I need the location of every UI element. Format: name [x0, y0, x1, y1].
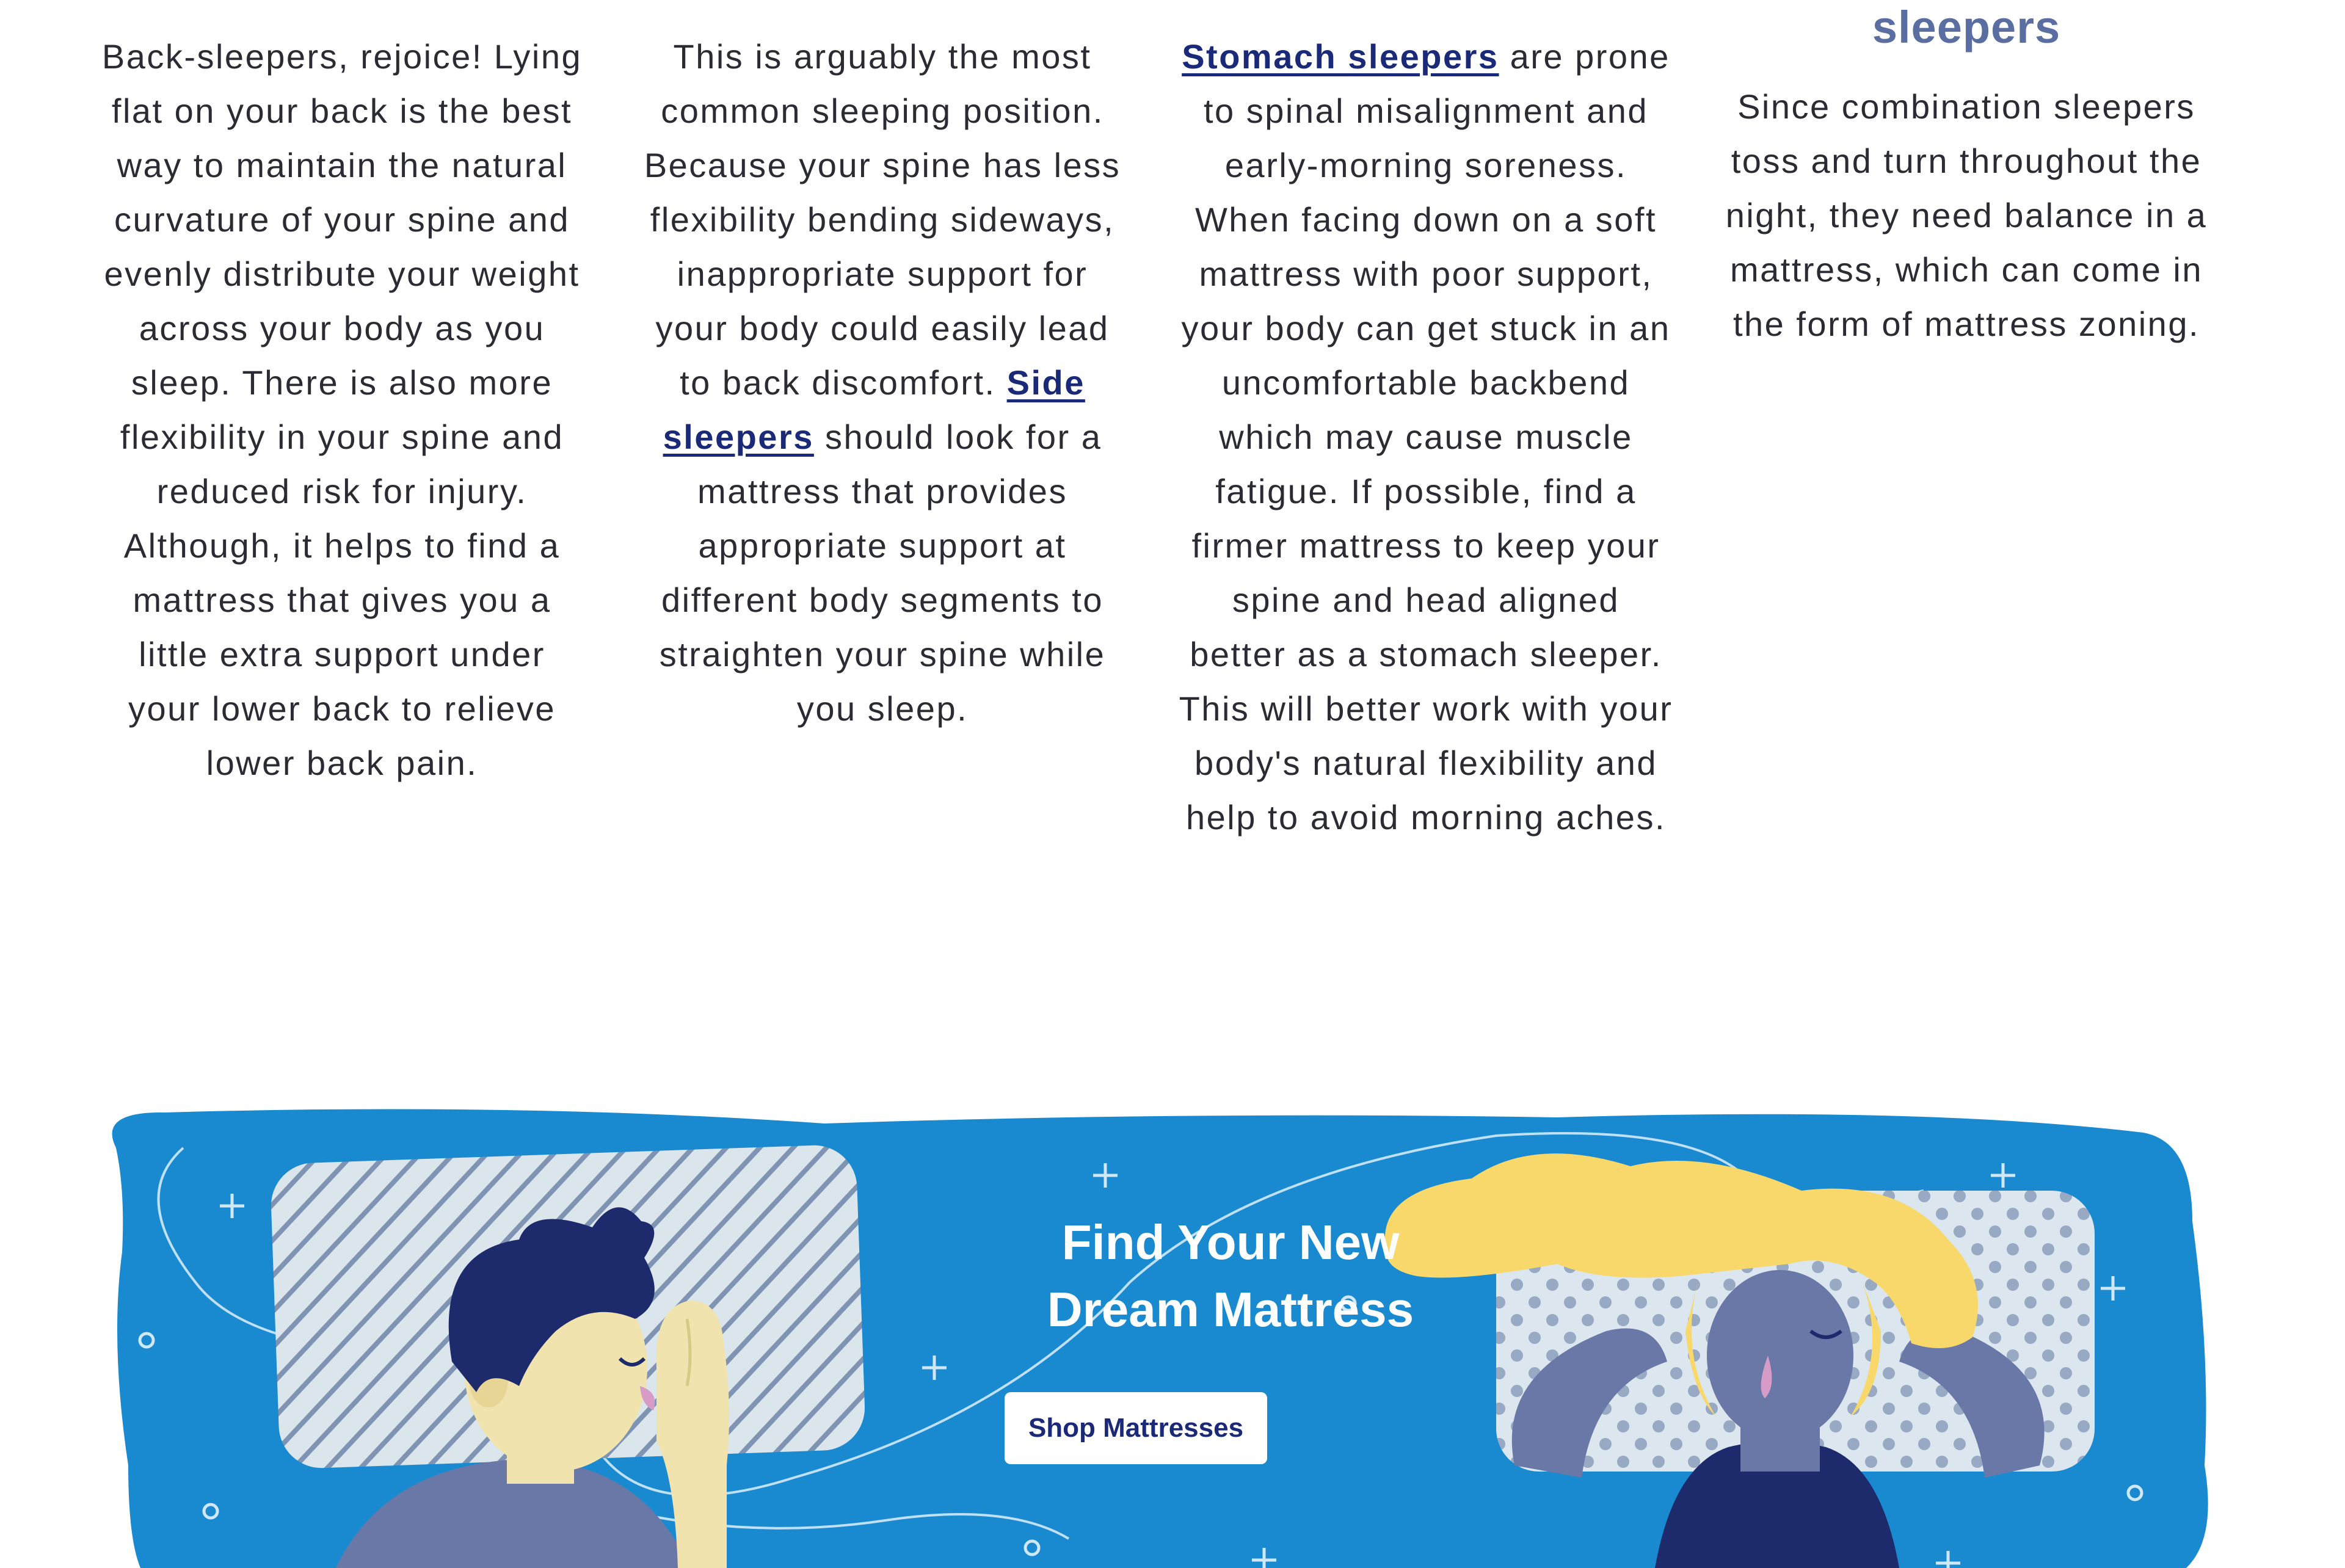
combination-sleepers-column — [1716, 0, 2217, 351]
stomach-sleepers-text — [1179, 29, 1673, 844]
stomach-sleepers-link[interactable]: Stomach sleepers — [1182, 37, 1499, 76]
back-sleepers-text: Back-sleepers, rejoice! Lying flat on your back is the best way to maintain the natural curvature of your spine and evenly distribute your weight across your body as you sleep. There is also more flexibility in your spine and reduced risk for injury. Although, it helps to find a mattress that gives you a little extra support under your lower back to relieve lower back pain. — [101, 37, 583, 782]
combination-sleepers-text: Since combination sleepers toss and turn throughout the night, they need balance in a mattress, which can come in the form of mattress zoning. — [1725, 87, 2208, 343]
side-sleepers-text-start: This is arguably the most common sleeping position. Because your spine has less flexibility bending sideways, inappropriate support for your body could easily lead to back discomfort. — [644, 37, 1121, 402]
banner-title-line-2: Dream Mattress — [1047, 1282, 1414, 1337]
stomach-sleepers-column — [1179, 29, 1673, 844]
back-sleepers-column — [98, 29, 586, 790]
side-sleepers-text — [638, 29, 1127, 736]
shop-mattresses-button[interactable]: Shop Mattresses — [1005, 1392, 1267, 1464]
side-sleepers-text-end: should look for a mattress that provides appropriate support at different body segments to straighten your spine while you sleep. — [659, 418, 1106, 728]
combination-sleepers-heading: sleepers — [1872, 2, 2061, 53]
side-sleepers-column — [638, 29, 1127, 736]
mattress-promo-banner — [92, 1099, 2217, 1568]
banner-title-line-1: Find Your New — [1061, 1215, 1400, 1269]
stomach-sleepers-text-end: are prone to spinal misalignment and early-morning soreness. When facing down on a soft mattress with poor support, your body can get stuck in an uncomfortable backbend which may cause muscle fatigue. If possible, find a firmer mattress to keep your spine and head aligned better as a stomach sleeper. This will better work with your body's natural flexibility and help to avoid morning aches. — [1179, 37, 1673, 837]
side-sleepers-link[interactable]: Side sleepers — [663, 363, 1085, 456]
banner-title — [898, 1209, 1563, 1343]
